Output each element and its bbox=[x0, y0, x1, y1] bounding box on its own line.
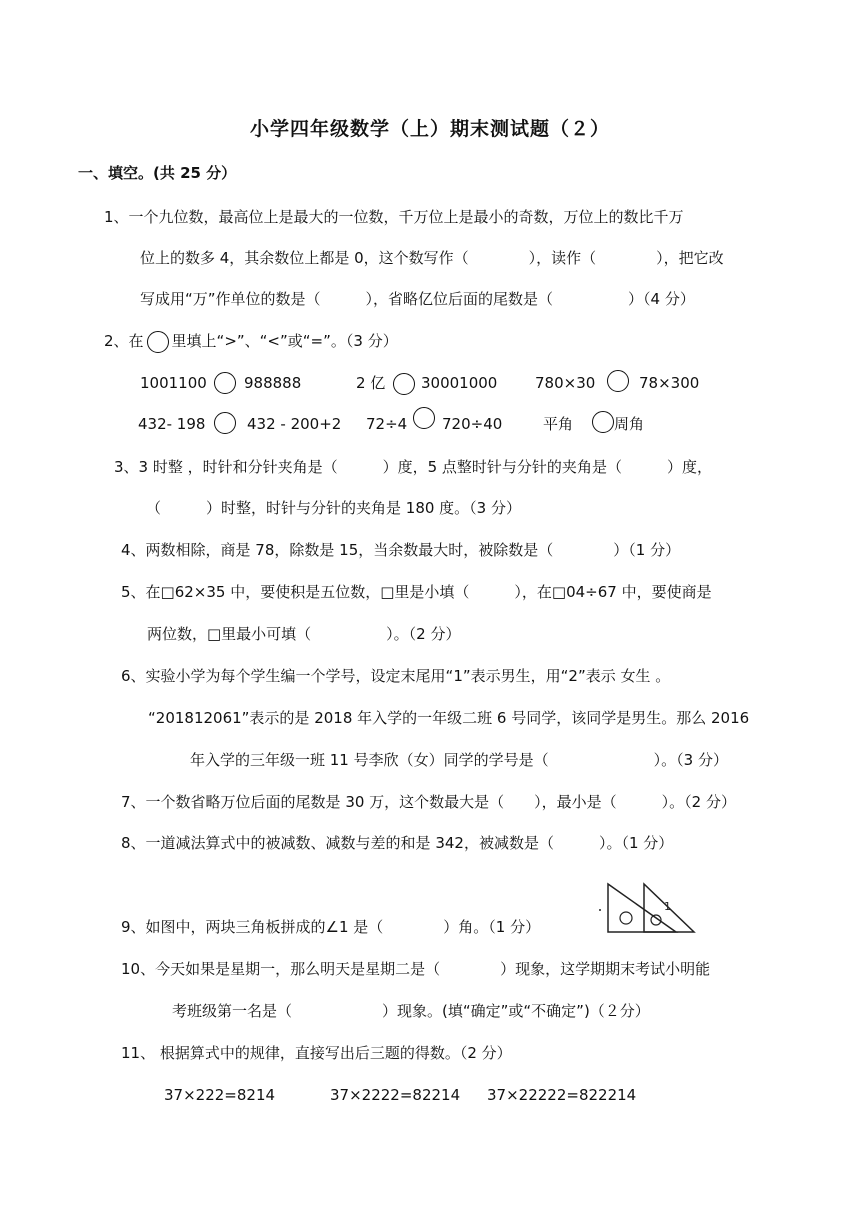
compare-circle-icon[interactable] bbox=[214, 372, 236, 394]
question-6-line-3: 年入学的三年级一班 11 号李欣（女）同学的学号是（ ）。（3 分） bbox=[190, 751, 728, 769]
question-9: 9、如图中，两块三角板拼成的∠1 是（ ）角。（1 分） bbox=[121, 918, 541, 936]
question-6-line-2: “201812061”表示的是 2018 年入学的一年级二班 6 号同学，该同学是男生。那么 2016 bbox=[148, 709, 750, 727]
compare-right: 988888 bbox=[244, 374, 302, 392]
blank-circle-icon bbox=[147, 331, 169, 353]
question-1-line-3: 写成用“万”作单位的数是（ ），省略亿位后面的尾数是（ ）（4 分） bbox=[140, 290, 695, 308]
question-11-item-3: 37×22222=822214 bbox=[487, 1086, 637, 1104]
question-1-line-1: 1、一个九位数，最高位上是最大的一位数，千万位上是最小的奇数，万位上的数比千万 bbox=[104, 208, 684, 226]
compare-circle-icon[interactable] bbox=[393, 373, 415, 395]
question-6-line-1: 6、实验小学为每个学生编一个学号，设定末尾用“1”表示男生，用“2”表示 女生 。 bbox=[121, 667, 671, 685]
question-10-line-2: 考班级第一名是（ ）现象。(填“确定”或“不确定”)（２分） bbox=[172, 1002, 650, 1020]
question-3-line-2: （ ）时整，时针与分针的夹角是 180 度。（3 分） bbox=[146, 499, 521, 517]
question-2-instruction bbox=[104, 330, 398, 353]
question-1-line-2: 位上的数多 4，其余数位上都是 0，这个数写作（ ），读作（ ），把它改 bbox=[140, 249, 724, 267]
question-2-suffix: 里填上“>”、“<”或“=”。（3 分） bbox=[171, 332, 398, 350]
question-11: 11、 根据算式中的规律，直接写出后三题的得数。（2 分） bbox=[121, 1044, 512, 1062]
compare-right: 78×300 bbox=[639, 374, 700, 392]
question-5-line-2: 两位数，□里最小可填（ ）。（2 分） bbox=[147, 625, 461, 643]
compare-left: 432- 198 bbox=[138, 415, 206, 433]
question-5-line-1: 5、在□62×35 中，要使积是五位数，□里是小填（ ），在□04÷67 中，要使商是 bbox=[121, 583, 712, 601]
question-11-item-2: 37×2222=82214 bbox=[330, 1086, 461, 1104]
question-7: 7、一个数省略万位后面的尾数是 30 万，这个数最大是（ ），最小是（ ）。（2 分） bbox=[121, 793, 736, 811]
question-8: 8、一道减法算式中的被减数、减数与差的和是 342，被减数是（ ）。（1 分） bbox=[121, 834, 674, 852]
compare-circle-icon[interactable] bbox=[592, 411, 614, 433]
triangle-rulers-figure bbox=[598, 880, 698, 940]
compare-circle-icon[interactable] bbox=[607, 370, 629, 392]
question-4: 4、两数相除，商是 78，除数是 15，当余数最大时，被除数是（ ）（1 分） bbox=[121, 541, 681, 559]
question-3-line-1: 3、3 时整 ，时针和分针夹角是（ ）度，5 点整时针与分针的夹角是（ ）度， bbox=[114, 458, 712, 476]
page-title: 小学四年级数学（上）期末测试题（２） bbox=[249, 118, 610, 140]
compare-left: 2 亿 bbox=[356, 374, 386, 392]
angle-label: 1 bbox=[664, 900, 671, 913]
compare-left: 1001100 bbox=[140, 374, 207, 392]
compare-right: 周角 bbox=[614, 415, 645, 433]
compare-circle-icon[interactable] bbox=[413, 407, 435, 429]
question-11-item-1: 37×222=8214 bbox=[164, 1086, 276, 1104]
compare-right: 720÷40 bbox=[442, 415, 503, 433]
compare-left: 72÷4 bbox=[366, 415, 408, 433]
compare-right: 432 - 200+2 bbox=[247, 415, 342, 433]
compare-left: 780×30 bbox=[535, 374, 596, 392]
section-heading: 一、填空。(共 25 分） bbox=[78, 164, 237, 182]
question-10-line-1: 10、今天如果是星期一，那么明天是星期二是（ ）现象，这学期期末考试小明能 bbox=[121, 960, 711, 978]
compare-left: 平角 bbox=[543, 415, 574, 433]
question-2-prefix: 2、在 bbox=[104, 332, 144, 350]
compare-right: 30001000 bbox=[421, 374, 498, 392]
ruler-hole-icon bbox=[620, 912, 632, 924]
compare-circle-icon[interactable] bbox=[214, 412, 236, 434]
